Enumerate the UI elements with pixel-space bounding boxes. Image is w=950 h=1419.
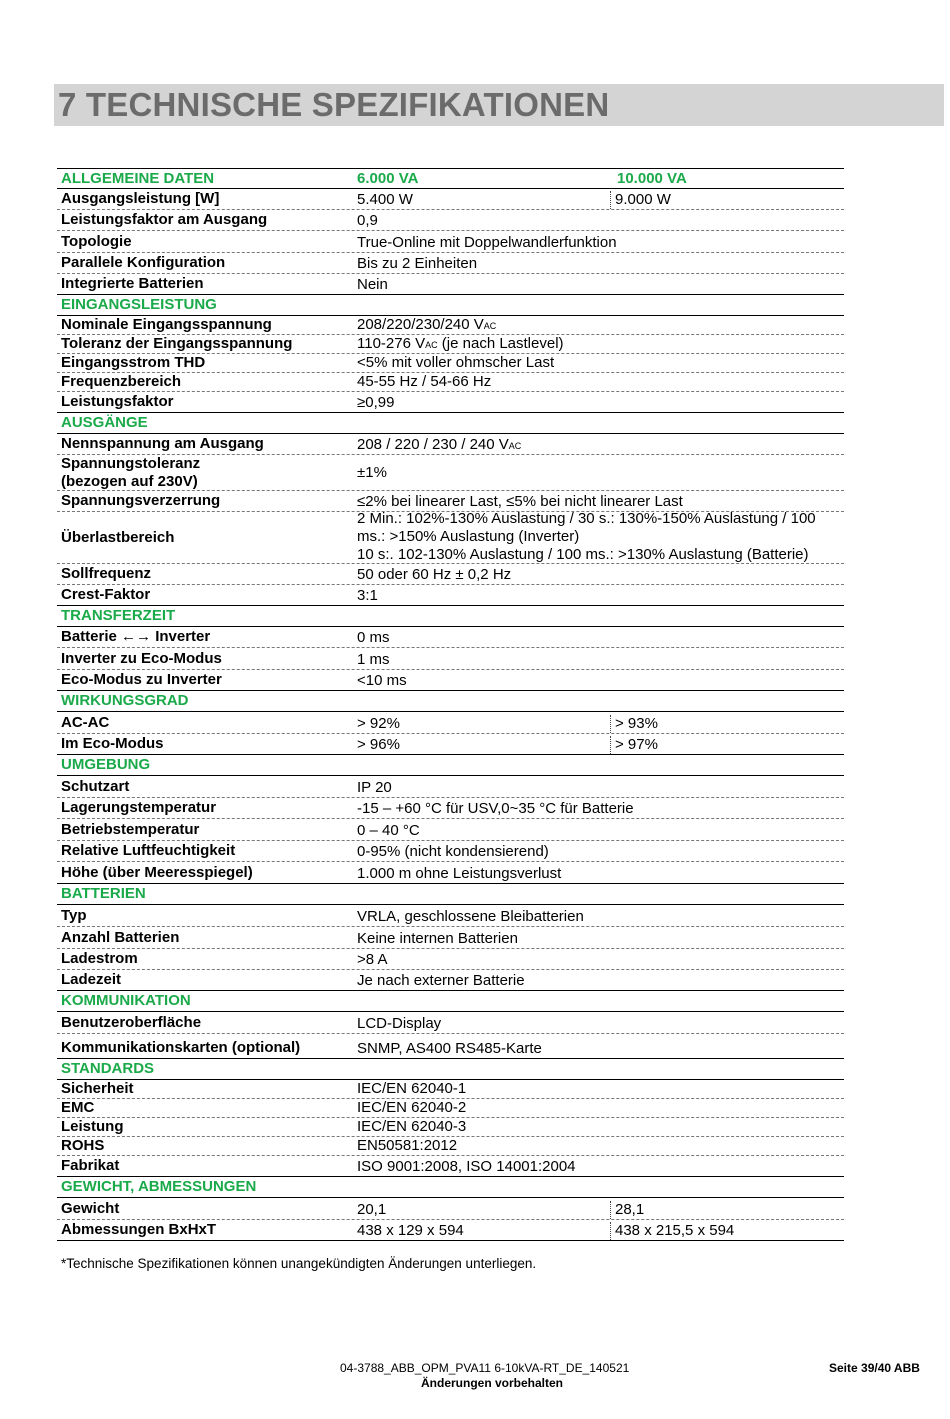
spec-value-text: > 96% xyxy=(357,736,400,753)
spec-label: Schutzart xyxy=(61,778,130,795)
spec-row xyxy=(57,734,844,755)
spec-label: ROHS xyxy=(61,1137,105,1154)
spec-value xyxy=(357,191,413,209)
spec-label: Kommunikationskarten (optional) xyxy=(61,1039,301,1056)
section-header-kommunikation xyxy=(57,991,844,1012)
spec-value-secondary: > 97% xyxy=(610,736,658,754)
spec-row xyxy=(57,231,844,253)
spec-label: Ausgangsleistung [W] xyxy=(61,190,220,207)
spec-label: Sollfrequenz xyxy=(61,565,152,582)
spec-row xyxy=(57,434,844,455)
spec-label: Anzahl Batterien xyxy=(61,929,180,946)
spec-value xyxy=(357,1015,441,1033)
spec-label: Eco-Modus zu Inverter xyxy=(61,671,222,688)
unit-subscript: AC xyxy=(425,340,438,350)
spec-value xyxy=(357,1080,466,1098)
spec-label: Ladezeit xyxy=(61,971,122,988)
spec-value-secondary: > 93% xyxy=(610,715,658,733)
spec-row xyxy=(57,585,844,606)
column-header-6000va: 6.000 VA xyxy=(357,170,419,187)
spec-value xyxy=(357,316,496,335)
spec-value-text: Keine internen Batterien xyxy=(357,930,518,947)
spec-row xyxy=(57,905,844,927)
spec-value xyxy=(357,276,388,294)
spec-label: Frequenzbereich xyxy=(61,373,182,390)
spec-value xyxy=(357,972,525,990)
section-title: BATTERIEN xyxy=(61,885,146,902)
spec-label: Parallele Konfiguration xyxy=(61,254,226,271)
title-bar xyxy=(54,84,944,126)
spec-value-text: -15 – +60 °C für USV,0~35 °C für Batterie xyxy=(357,800,634,817)
spec-value-text: >8 A xyxy=(357,951,388,968)
spec-table xyxy=(57,168,844,1241)
spec-row xyxy=(57,274,844,295)
spec-value xyxy=(357,672,407,690)
spec-label: EMC xyxy=(61,1099,95,1116)
spec-row xyxy=(57,373,844,392)
spec-label: Benutzeroberfläche xyxy=(61,1014,202,1031)
spec-value xyxy=(357,1099,466,1117)
footer-note: Änderungen vorbehalten xyxy=(421,1376,564,1390)
spec-row xyxy=(57,1099,844,1118)
spec-value xyxy=(357,822,420,840)
spec-value xyxy=(357,335,564,354)
spec-value xyxy=(357,587,378,605)
spec-row xyxy=(57,455,844,491)
spec-label-line: Spannungstoleranz xyxy=(61,455,201,472)
spec-value xyxy=(357,1040,542,1058)
spec-value-text: ±1% xyxy=(357,464,387,481)
spec-label: Ladestrom xyxy=(61,950,138,967)
spec-value-text: IP 20 xyxy=(357,779,392,796)
spec-label: Betriebstemperatur xyxy=(61,821,200,838)
spec-value-text: EN50581:2012 xyxy=(357,1137,458,1154)
section-header-ausgaenge xyxy=(57,413,844,434)
spec-value-text: 45-55 Hz / 54-66 Hz xyxy=(357,373,492,390)
spec-value-text: VRLA, geschlossene Bleibatterien xyxy=(357,908,584,925)
spec-label: Topologie xyxy=(61,233,132,250)
spec-value xyxy=(357,1137,457,1155)
spec-label xyxy=(61,455,200,491)
spec-value xyxy=(357,930,518,948)
spec-value xyxy=(357,493,683,511)
spec-value-text: 0,9 xyxy=(357,212,378,229)
spec-value-text: 208 / 220 / 230 / 240 V xyxy=(357,436,509,453)
spec-label: Höhe (über Meeresspiegel) xyxy=(61,864,253,881)
section-title: WIRKUNGSGRAD xyxy=(61,692,189,709)
spec-value-text: Je nach externer Batterie xyxy=(357,972,525,989)
spec-value-text: ≥0,99 xyxy=(357,394,395,411)
spec-label: Batterie ←→ Inverter xyxy=(61,628,211,645)
spec-row xyxy=(57,627,844,648)
section-title: STANDARDS xyxy=(61,1060,155,1077)
spec-value-text: 5.400 W xyxy=(357,191,413,208)
spec-value-text: 1 ms xyxy=(357,651,390,668)
spec-value-text: LCD-Display xyxy=(357,1015,442,1032)
spec-label: Fabrikat xyxy=(61,1157,120,1174)
spec-row xyxy=(57,1034,844,1059)
spec-row xyxy=(57,970,844,991)
spec-row xyxy=(57,648,844,670)
column-header-10000va: 10.000 VA xyxy=(617,170,687,187)
spec-value-text: 438 x 129 x 594 xyxy=(357,1222,464,1239)
spec-row xyxy=(57,927,844,949)
spec-value-line: 10 s:. 102-130% Auslastung / 100 ms.: >130% Auslastung (Batterie) xyxy=(357,546,809,563)
spec-value-text: 110-276 V xyxy=(357,335,426,352)
footnote: *Technische Spezifikationen können unangekündigten Änderungen unterliegen. xyxy=(61,1256,537,1271)
footer-page-number: Seite 39/40 ABB xyxy=(829,1361,920,1375)
spec-label: Nominale Eingangsspannung xyxy=(61,316,272,333)
section-title: ALLGEMEINE DATEN xyxy=(61,170,215,187)
spec-row xyxy=(57,1012,844,1034)
spec-row xyxy=(57,1156,844,1177)
spec-row xyxy=(57,564,844,585)
spec-value-text: Bis zu 2 Einheiten xyxy=(357,255,478,272)
spec-value-text: 0-95% (nicht kondensierend) xyxy=(357,843,549,860)
spec-row xyxy=(57,841,844,862)
spec-value-secondary: 9.000 W xyxy=(610,191,671,209)
spec-row xyxy=(57,862,844,884)
spec-row xyxy=(57,670,844,691)
spec-row xyxy=(57,1080,844,1099)
spec-row xyxy=(57,189,844,210)
spec-value xyxy=(357,800,634,818)
spec-value-text: 50 oder 60 Hz ± 0,2 Hz xyxy=(357,566,512,583)
spec-value xyxy=(357,234,617,252)
spec-label: Leistung xyxy=(61,1118,124,1135)
spec-value xyxy=(357,255,477,273)
spec-value-text: IEC/EN 62040-2 xyxy=(357,1099,467,1116)
section-title: EINGANGSLEISTUNG xyxy=(61,296,217,313)
section-header-standards xyxy=(57,1059,844,1080)
spec-value xyxy=(357,566,511,584)
spec-value xyxy=(357,843,549,861)
spec-label: Leistungsfaktor am Ausgang xyxy=(61,211,268,228)
spec-value-text: 0 ms xyxy=(357,629,390,646)
section-title: GEWICHT, ABMESSUNGEN xyxy=(61,1178,257,1195)
spec-label: Integrierte Batterien xyxy=(61,275,204,292)
spec-value-text: Nein xyxy=(357,276,388,293)
spec-value-text: IEC/EN 62040-3 xyxy=(357,1118,467,1135)
spec-value-text: ≤2% bei linearer Last, ≤5% bei nicht linearer Last xyxy=(357,493,683,510)
spec-value-secondary: 28,1 xyxy=(610,1201,644,1219)
spec-label: Eingangsstrom THD xyxy=(61,354,206,371)
spec-value xyxy=(357,464,387,482)
spec-value-text: True-Online mit Doppelwandlerfunktion xyxy=(357,234,617,251)
spec-label: Im Eco-Modus xyxy=(61,735,164,752)
spec-row xyxy=(57,1198,844,1220)
spec-value-text: 20,1 xyxy=(357,1201,387,1218)
spec-label: Nennspannung am Ausgang xyxy=(61,435,264,452)
spec-label: Gewicht xyxy=(61,1200,120,1217)
spec-row xyxy=(57,1220,844,1241)
spec-row xyxy=(57,316,844,335)
spec-row xyxy=(57,491,844,512)
spec-row xyxy=(57,392,844,413)
section-header-allgemein xyxy=(57,168,844,189)
section-header-umgebung xyxy=(57,755,844,776)
spec-label: Lagerungstemperatur xyxy=(61,799,217,816)
spec-row xyxy=(57,1137,844,1156)
spec-value xyxy=(357,436,521,455)
spec-value-text: 0 – 40 °C xyxy=(357,822,420,839)
spec-value-text: 1.000 m ohne Leistungsverlust xyxy=(357,865,562,882)
section-header-batterien xyxy=(57,884,844,905)
spec-row xyxy=(57,512,844,564)
spec-label: Sicherheit xyxy=(61,1080,134,1097)
spec-value xyxy=(357,908,584,926)
spec-value xyxy=(357,212,378,230)
spec-value xyxy=(357,715,400,733)
spec-label: Toleranz der Eingangsspannung xyxy=(61,335,293,352)
spec-value xyxy=(357,373,491,391)
spec-label: Inverter zu Eco-Modus xyxy=(61,650,222,667)
spec-value-secondary: 438 x 215,5 x 594 xyxy=(610,1222,734,1240)
spec-label: Abmessungen BxHxT xyxy=(61,1221,217,1238)
spec-value xyxy=(357,865,561,883)
spec-value xyxy=(357,951,387,969)
spec-value-text: 208/220/230/240 V xyxy=(357,316,484,333)
spec-value xyxy=(357,1222,464,1240)
spec-row xyxy=(57,253,844,274)
spec-label: Überlastbereich xyxy=(61,529,175,546)
section-header-gewicht xyxy=(57,1177,844,1198)
spec-value-text: > 92% xyxy=(357,715,400,732)
spec-row xyxy=(57,335,844,354)
spec-value xyxy=(357,736,400,754)
spec-label: Crest-Faktor xyxy=(61,586,151,603)
spec-value xyxy=(357,1118,466,1136)
spec-value-text: ISO 9001:2008, ISO 14001:2004 xyxy=(357,1158,576,1175)
spec-value-text: <5% mit voller ohmscher Last xyxy=(357,354,555,371)
spec-value-suffix: (je nach Lastlevel) xyxy=(437,335,564,352)
spec-label-line: (bezogen auf 230V) xyxy=(61,473,198,490)
unit-subscript: AC xyxy=(483,321,497,331)
spec-row xyxy=(57,798,844,819)
spec-value xyxy=(357,629,390,647)
spec-value xyxy=(357,651,390,669)
footer-document-id: 04-3788_ABB_OPM_PVA11 6-10kVA-RT_DE_140521 xyxy=(340,1361,630,1375)
spec-row xyxy=(57,776,844,798)
section-header-wirkung xyxy=(57,691,844,712)
spec-value-text: 3:1 xyxy=(357,587,378,604)
section-title: TRANSFERZEIT xyxy=(61,607,176,624)
spec-value-text: IEC/EN 62040-1 xyxy=(357,1080,467,1097)
section-title: AUSGÄNGE xyxy=(61,414,148,431)
section-header-transfer xyxy=(57,606,844,627)
spec-label: Leistungsfaktor xyxy=(61,393,174,410)
spec-value-text: <10 ms xyxy=(357,672,407,689)
section-title: UMGEBUNG xyxy=(61,756,151,773)
spec-row xyxy=(57,819,844,841)
spec-value-text: 2 Min.: 102%-130% Auslastung / 30 s.: 130%-150% Auslastung / 100 ms.: >150% Auslastung (Inverter) xyxy=(357,510,816,545)
section-header-eingang xyxy=(57,295,844,316)
spec-value xyxy=(357,779,392,797)
spec-value xyxy=(357,1158,576,1176)
spec-value xyxy=(357,354,554,372)
spec-row xyxy=(57,712,844,734)
unit-subscript: AC xyxy=(508,441,522,451)
spec-value xyxy=(357,394,394,412)
spec-label: Typ xyxy=(61,907,87,924)
spec-value-text: SNMP, AS400 RS485-Karte xyxy=(357,1040,542,1057)
spec-row xyxy=(57,949,844,970)
spec-label: AC-AC xyxy=(61,714,110,731)
spec-value xyxy=(357,510,845,564)
spec-row xyxy=(57,354,844,373)
spec-value xyxy=(357,1201,386,1219)
spec-row xyxy=(57,210,844,231)
section-title: KOMMUNIKATION xyxy=(61,992,191,1009)
page-title: 7 TECHNISCHE SPEZIFIKATIONEN xyxy=(58,86,610,123)
spec-label: Spannungsverzerrung xyxy=(61,492,221,509)
spec-row xyxy=(57,1118,844,1137)
spec-label: Relative Luftfeuchtigkeit xyxy=(61,842,236,859)
